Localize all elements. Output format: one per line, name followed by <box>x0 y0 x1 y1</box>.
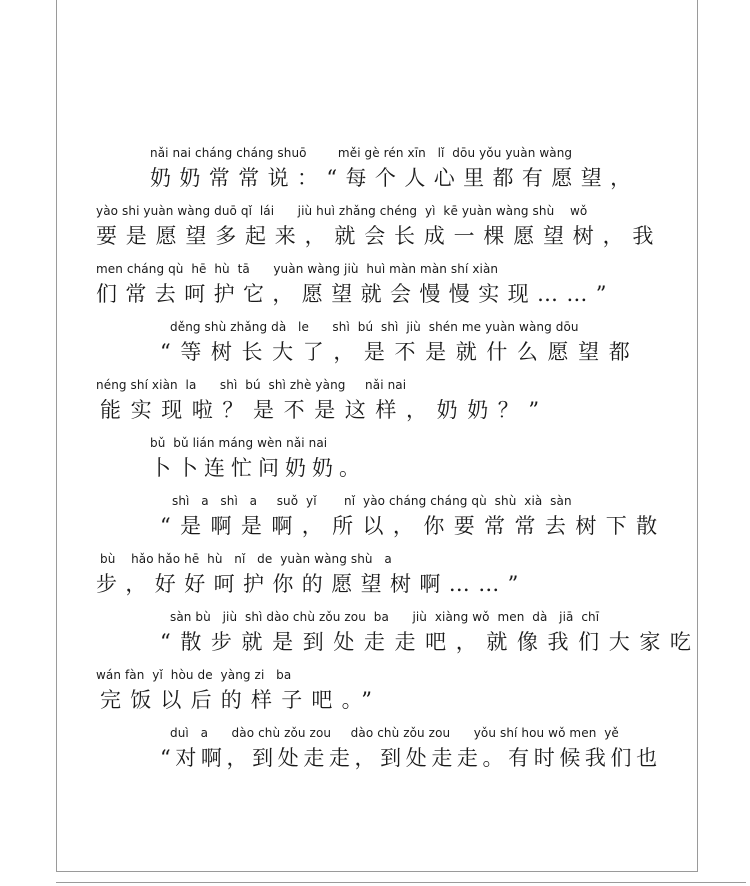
pinyin-line: wán fàn yǐ hòu de yàng zi ba <box>96 668 292 682</box>
hanzi-line: 要是愿望多起来，就会长成一棵愿望树，我 <box>96 224 663 248</box>
page-bottom-rule <box>56 882 746 883</box>
hanzi-line: 们常去呵护它，愿望就会慢慢实现……” <box>96 282 615 306</box>
pinyin-line: sàn bù jiù shì dào chù zǒu zou ba jiù xiàng wǒ men dà jiā chī <box>170 610 600 624</box>
hanzi-line: “散步就是到处走走吧，就像我们大家吃 <box>160 630 701 654</box>
hanzi-line: 卜卜连忙问奶奶。 <box>150 456 366 480</box>
pinyin-line: men cháng qù hē hù tā yuàn wàng jiù huì màn màn shí xiàn <box>96 262 499 276</box>
pinyin-line: néng shí xiàn la shì bú shì zhè yàng nǎi nai <box>96 378 407 392</box>
hanzi-line: 能实现啦？是不是这样，奶奶？” <box>100 398 549 422</box>
hanzi-line: “等树长大了，是不是就什么愿望都 <box>160 340 640 364</box>
pinyin-line: děng shù zhǎng dà le shì bú shì jiù shén me yuàn wàng dōu <box>170 320 579 334</box>
hanzi-line: 完饭以后的样子吧。” <box>100 688 382 712</box>
hanzi-line: “是啊是啊，所以，你要常常去树下散 <box>160 514 667 538</box>
pinyin-line: yào shi yuàn wàng duō qǐ lái jiù huì zhǎng chéng yì kē yuàn wàng shù wǒ <box>96 204 588 218</box>
hanzi-line: 步，好好呵护你的愿望树啊……” <box>96 572 527 596</box>
pinyin-line: shì a shì a suǒ yǐ nǐ yào cháng cháng qù shù xià sàn <box>172 494 572 508</box>
hanzi-line: 奶奶常常说：“每个人心里都有愿望， <box>150 166 640 190</box>
pinyin-line: duì a dào chù zǒu zou dào chù zǒu zou yǒu shí hou wǒ men yě <box>170 726 619 740</box>
pinyin-line: nǎi nai cháng cháng shuō měi gè rén xīn lǐ dōu yǒu yuàn wàng <box>150 146 573 160</box>
pinyin-line: bǔ bǔ lián máng wèn nǎi nai <box>150 436 328 450</box>
hanzi-line: “对啊，到处走走，到处走走。有时候我们也 <box>160 746 662 770</box>
pinyin-line: bù hǎo hǎo hē hù nǐ de yuàn wàng shù a <box>100 552 392 566</box>
